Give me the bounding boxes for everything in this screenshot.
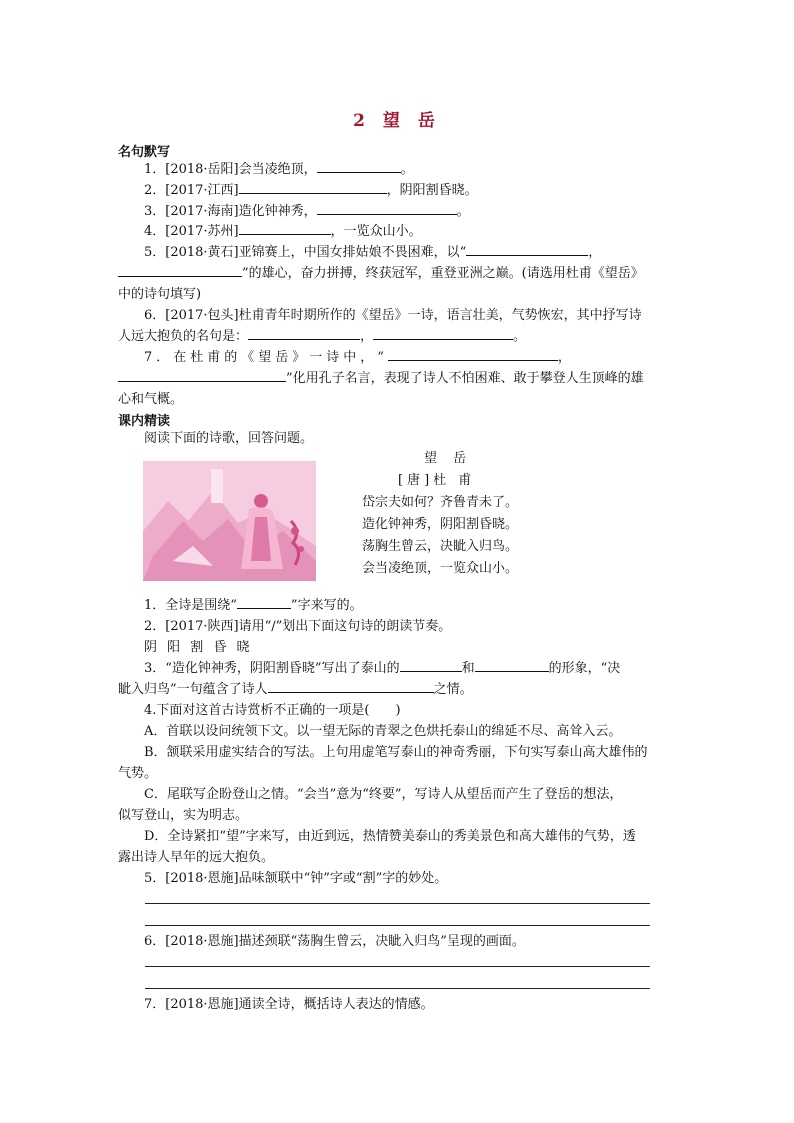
section-heading-reading: 课内精读	[118, 414, 171, 429]
option-b: B．颔联采用虚实结合的写法。上句用虚笔写泰山的神奇秀丽，下句实写泰山高大雄伟的	[144, 745, 648, 760]
reading-question-4: 4.下面对这首古诗赏析不正确的一项是( )	[144, 703, 401, 718]
answer-blank[interactable]	[118, 264, 242, 277]
answer-blank[interactable]	[317, 202, 457, 215]
question-5-cont: ”的雄心，奋力拼搏，终获冠军，重登亚洲之巅。(请选用杜甫《望岳》	[118, 264, 652, 284]
answer-blank[interactable]	[400, 659, 462, 672]
poem-text	[362, 448, 518, 580]
answer-blank[interactable]	[268, 680, 434, 693]
answer-blank[interactable]	[317, 160, 401, 173]
option-c: C．尾联写企盼登山之情。“会当”意为“终要”，写诗人从望岳而产生了登岳的想法，	[144, 787, 623, 802]
question-1: 1．[2018·岳阳]会当凌绝顶， 。	[144, 162, 414, 177]
page-title: 2 望 岳	[353, 111, 441, 131]
reading-question-1: 1．全诗是围绕“ ”字来写的。	[144, 598, 363, 613]
poem-line: 会当凌绝顶，一览众山小。	[362, 561, 519, 576]
question-7-end: 心和气概。	[118, 392, 184, 407]
poem-line: 岱宗夫如何？齐鲁青未了。	[362, 495, 519, 510]
question-2: 2．[2017·江西] ，阴阳割昏晓。	[144, 183, 478, 198]
option-a: A．首联以设问统领下文。以一望无际的青翠之色烘托泰山的绵延不尽、高耸入云。	[144, 724, 622, 739]
question-7: 7．在杜甫的《望岳》一诗中，“ ，	[144, 350, 575, 365]
question-4: 4．[2017·苏州] ，一览众山小。	[144, 224, 422, 239]
answer-blank[interactable]	[475, 659, 549, 672]
answer-blank[interactable]	[237, 596, 291, 609]
question-5-end: 中的诗句填写)	[118, 287, 202, 302]
answer-blank[interactable]	[248, 327, 360, 340]
poem-author: [唐]杜 甫	[398, 473, 476, 488]
reading-question-2: 2．[2017·陕西]请用“/”划出下面这句诗的朗读节奏。	[144, 619, 452, 634]
question-5: 5．[2018·黄石]亚锦赛上，中国女排姑娘不畏困难，以“ ，	[144, 245, 602, 260]
reading-question-6: 6．[2018·恩施]描述颈联“荡胸生曾云，决眦入归鸟”呈现的画面。	[144, 934, 525, 949]
rhythm-line: 阴 阳 割 昏 晓	[144, 640, 253, 655]
reading-question-7: 7．[2018·恩施]通读全诗，概括诗人表达的情感。	[144, 997, 434, 1012]
answer-blank[interactable]	[373, 327, 513, 340]
poet-mountain-illustration	[143, 461, 316, 581]
reading-question-5: 5．[2018·恩施]品味颔联中“钟”字或“割”字的妙处。	[144, 871, 448, 886]
answer-blank[interactable]	[239, 181, 387, 194]
reading-question-3: 3．“造化钟神秀，阴阳割昏晓”写出了泰山的 和 的形象，“决	[144, 661, 621, 676]
answer-line[interactable]	[145, 988, 650, 989]
option-d: D．全诗紧扣“望”字来写，由近到远，热情赞美泰山的秀美景色和高大雄伟的气势，透	[144, 829, 636, 844]
answer-blank[interactable]	[466, 243, 588, 256]
reading-question-3-cont: 眦入归鸟”一句蕴含了诗人 之情。	[118, 682, 473, 697]
answer-line[interactable]	[145, 925, 650, 926]
poem-line: 造化钟神秀，阴阳割昏晓。	[362, 517, 519, 532]
reading-instruction: 阅读下面的诗歌，回答问题。	[144, 431, 314, 446]
answer-blank[interactable]	[239, 222, 331, 235]
section-heading-recitation: 名句默写	[118, 145, 171, 160]
answer-blank[interactable]	[118, 369, 286, 382]
poem-illustration	[143, 461, 316, 581]
option-b-cont: 气势。	[118, 766, 158, 781]
question-6: 6．[2017·包头]杜甫青年时期所作的《望岳》一诗，语言壮美，气势恢宏，其中抒写诗	[144, 308, 642, 323]
question-7-cont: ”化用孔子名言，表现了诗人不怕困难、敢于攀登人生顶峰的雄	[118, 369, 652, 389]
poem-line: 荡胸生曾云，决眦入归鸟。	[362, 539, 519, 554]
question-6-cont: 人远大抱负的名句是： ， 。	[118, 329, 527, 344]
answer-line[interactable]	[145, 966, 650, 967]
option-c-cont: 似写登山，实为明志。	[118, 808, 249, 823]
answer-line[interactable]	[145, 903, 650, 904]
question-3: 3．[2017·海南]造化钟神秀， 。	[144, 204, 470, 219]
poem-title: 望 岳	[424, 451, 473, 466]
option-d-cont: 露出诗人早年的远大抱负。	[118, 850, 275, 865]
answer-blank[interactable]	[388, 348, 558, 361]
